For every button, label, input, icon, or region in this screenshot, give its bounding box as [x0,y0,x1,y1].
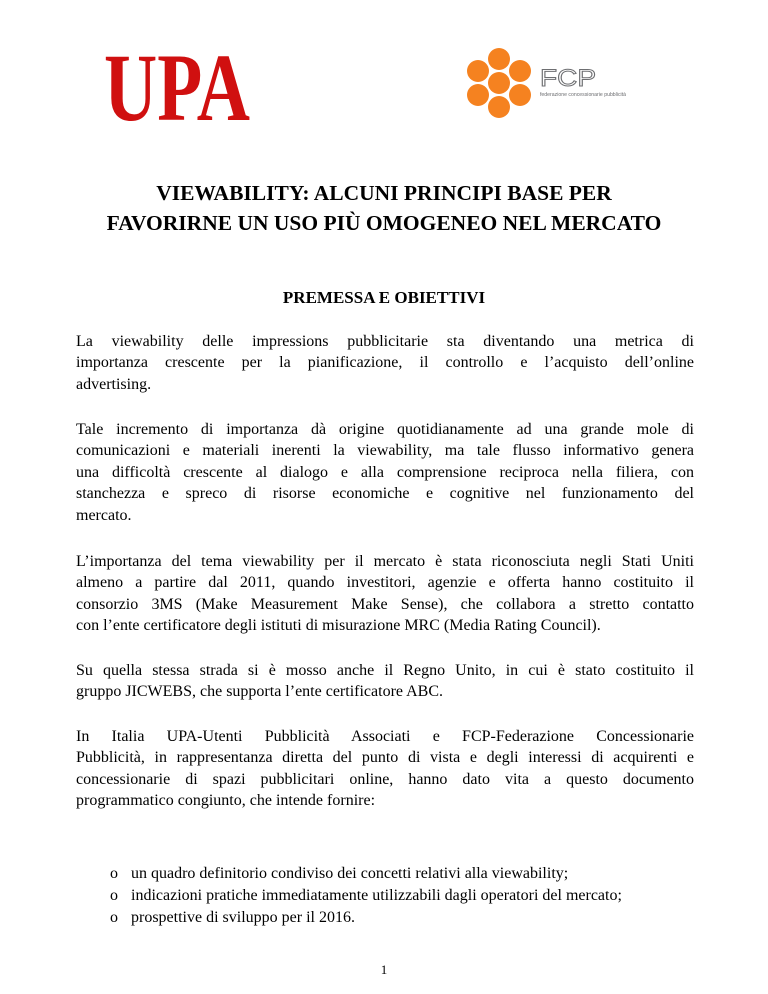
objectives-list [110,863,730,929]
paragraph-line: almeno a partire dal 2011, quando investitori, agenzie e offerta hanno costituito il [76,574,694,592]
paragraph-line: Pubblicità, in rappresentanza diretta del punto di vista e degli interessi di acquirenti e [76,749,694,767]
paragraph-line: mercato. [76,506,132,524]
paragraph-line: gruppo JICWEBS, che supporta l’ente certificatore ABC. [76,683,444,701]
paragraph-line: programmatico congiunto, che intende fornire: [76,792,376,810]
paragraph-line: L’importanza del tema viewability per il mercato è stata riconosciuta negli Stati Uniti [76,553,694,570]
paragraph [76,419,694,526]
upa-logo-text: UPA [104,34,250,141]
list-item [110,907,730,929]
paragraph-line: Su quella stessa strada si è mosso anche il Regno Unito, in cui è stato costituito il [76,662,694,679]
fcp-logo [462,46,632,120]
paragraph-line: Tale incremento di importanza dà origine quotidianamente ad una grande mole di [76,421,694,438]
page-number: 1 [380,962,388,977]
paragraph-line: importanza crescente per la pianificazione, il controllo e l’acquisto dell’online [76,354,694,372]
fcp-flower-icon [467,48,531,118]
paragraph-line: advertising. [76,375,152,393]
list-item-text: indicazioni pratiche immediatamente utilizzabili dagli operatori del mercato; [131,887,622,904]
bullet-marker: o [110,887,118,904]
paragraph [76,331,694,395]
paragraph-line: consorzio 3MS (Make Measurement Make Sense), che collabora a stretto contatto [76,595,694,613]
document-title [40,178,728,238]
list-item-text: un quadro definitorio condiviso dei concetti relativi alla viewability; [131,865,569,882]
paragraph [76,726,694,812]
list-item [110,863,730,885]
title-line: FAVORIRNE UN USO PIÙ OMOGENEO NEL MERCATO [106,211,662,235]
paragraph-line: stanchezza e spreco di risorse economiche e cognitive nel funzionamento del [76,485,694,503]
bullet-marker: o [110,865,118,882]
paragraph-line: In Italia UPA-Utenti Pubblicità Associati e FCP-Federazione Concessionarie [76,728,694,745]
title-line: VIEWABILITY: ALCUNI PRINCIPI BASE PER [156,181,612,205]
list-item-text: prospettive di sviluppo per il 2016. [131,909,355,926]
list-item [110,885,730,907]
fcp-logo-text: FCP [540,65,596,92]
section-title: PREMESSA E OBIETTIVI [282,288,486,307]
fcp-tagline: federazione concessionarie pubblicità [540,92,627,98]
paragraph-line: concessionarie di spazi pubblicitari online, hanno dato vita a questo documento [76,770,694,788]
paragraph-line: con l’ente certificatore degli istituti di misurazione MRC (Media Rating Council). [76,617,601,635]
paragraph-line: La viewability delle impressions pubblicitarie sta diventando una metrica di [76,333,694,350]
bullet-marker: o [110,909,118,926]
paragraph-line: comunicazioni e materiali inerenti la viewability, ma tale flusso informativo genera [76,442,694,460]
paragraph [76,660,694,703]
paragraph [76,551,694,637]
paragraph-line: una difficoltà crescente al dialogo e alla comprensione reciproca nella filiera, con [76,463,694,481]
upa-logo [104,34,250,141]
